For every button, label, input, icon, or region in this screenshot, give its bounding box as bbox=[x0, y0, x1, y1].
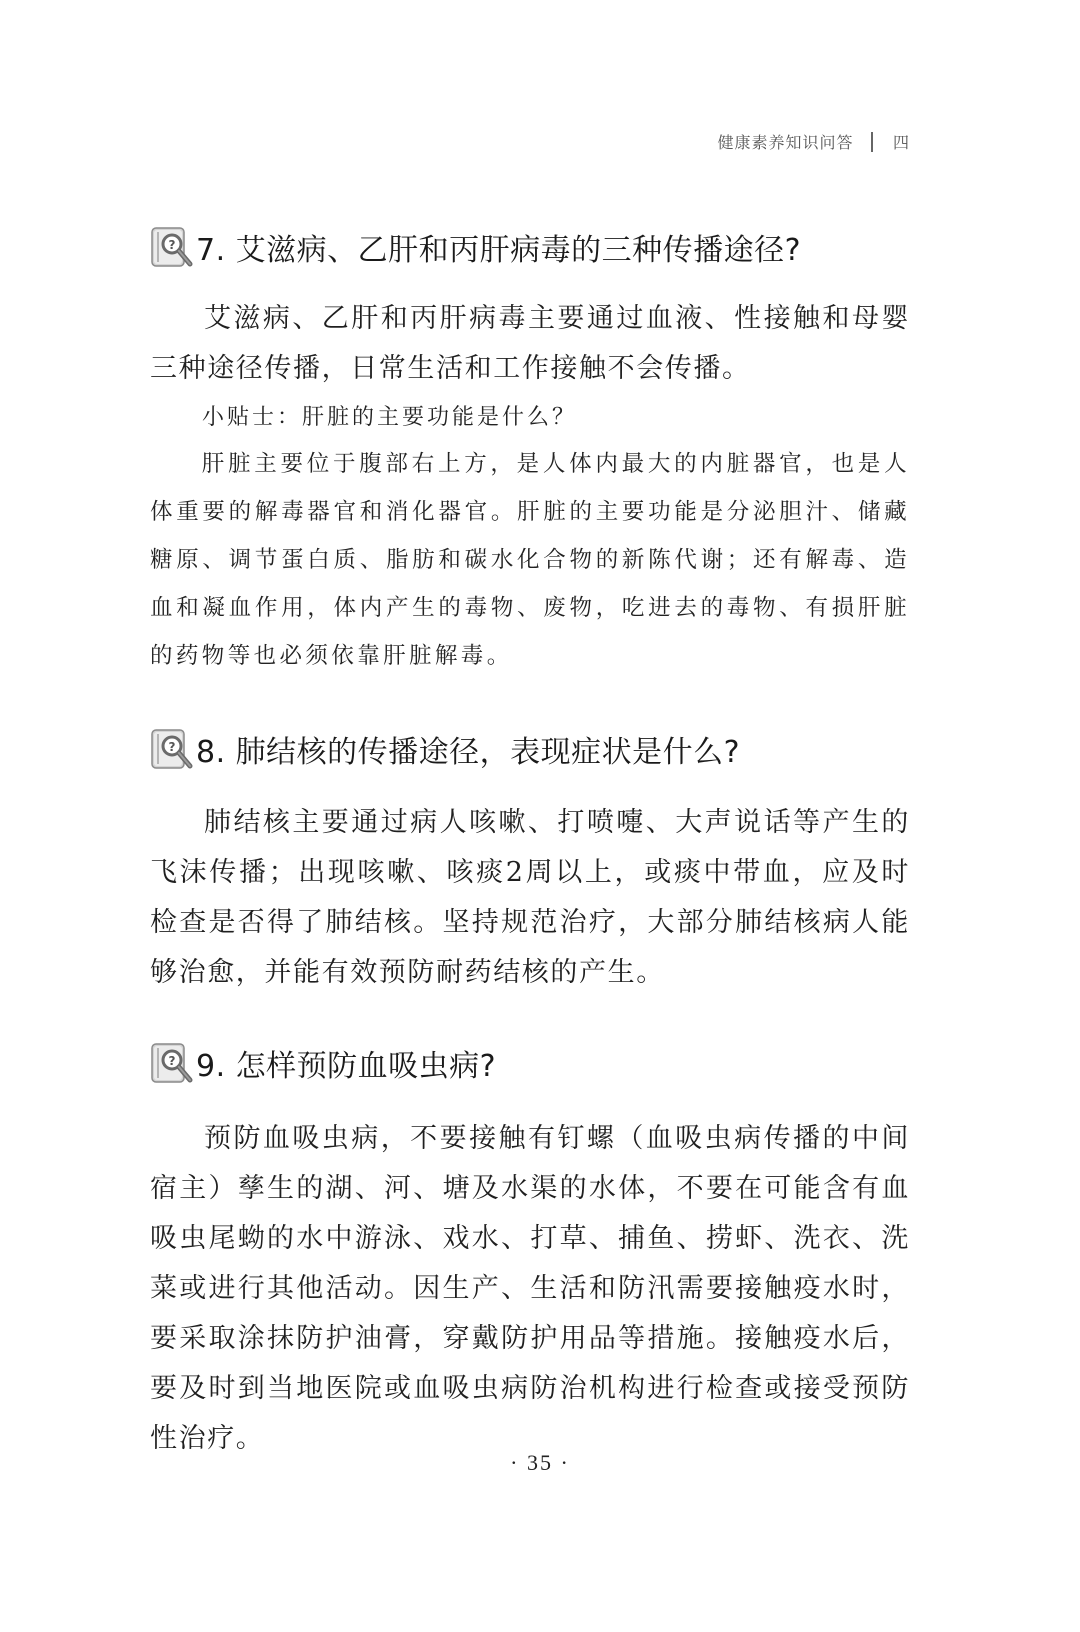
question-heading-9 bbox=[150, 1036, 496, 1090]
question-title: 7. 艾滋病、乙肝和丙肝病毒的三种传播途径? bbox=[196, 233, 802, 268]
question-heading-7 bbox=[150, 220, 801, 274]
svg-text:?: ? bbox=[168, 238, 176, 252]
question-title: 8. 肺结核的传播途径，表现症状是什么? bbox=[196, 735, 741, 770]
question-magnifier-icon bbox=[150, 724, 196, 774]
running-header bbox=[717, 130, 910, 153]
page-number: · 35 · bbox=[510, 1450, 570, 1475]
question-heading-8 bbox=[150, 722, 740, 776]
svg-text:?: ? bbox=[168, 740, 176, 754]
answer-paragraph: 肺结核主要通过病人咳嗽、打喷嚏、大声说话等产生的飞沫传播；出现咳嗽、咳痰2周以上，或痰中带血，应及时检查是否得了肺结核。坚持规范治疗，大部分肺结核病人能够治愈，并能有效预防耐药结核的产生。 bbox=[150, 807, 910, 988]
section-number: 四 bbox=[892, 133, 910, 152]
tip-body: 肝脏主要位于腹部右上方，是人体内最大的内脏器官，也是人体重要的解毒器官和消化器官。肝脏的主要功能是分泌胆汁、储藏糖原、调节蛋白质、脂肪和碳水化合物的新陈代谢；还有解毒、造血和凝血作用，体内产生的毒物、废物，吃进去的毒物、有损肝脏的药物等也必须依靠肝脏解毒。 bbox=[150, 451, 910, 669]
book-title: 健康素养知识问答 bbox=[717, 133, 854, 152]
answer-paragraph: 预防血吸虫病，不要接触有钉螺（血吸虫病传播的中间宿主）孳生的湖、河、塘及水渠的水体，不要在可能含有血吸虫尾蚴的水中游泳、戏水、打草、捕鱼、捞虾、洗衣、洗菜或进行其他活动。因生产、生活和防汛需要接触疫水时，要采取涂抹防护油膏，穿戴防护用品等措施。接触疫水后，要及时到当地医院或血吸虫病防治机构进行检查或接受预防性治疗。 bbox=[150, 1123, 910, 1454]
question-magnifier-icon bbox=[150, 1038, 196, 1088]
question-magnifier-icon bbox=[150, 222, 196, 272]
question-title: 9. 怎样预防血吸虫病? bbox=[196, 1049, 497, 1084]
svg-text:?: ? bbox=[168, 1054, 176, 1068]
header-divider bbox=[871, 132, 873, 152]
answer-paragraph: 艾滋病、乙肝和丙肝病毒主要通过血液、性接触和母婴三种途径传播，日常生活和工作接触不会传播。 bbox=[150, 303, 910, 384]
tip-title: 小贴士：肝脏的主要功能是什么？ bbox=[202, 405, 578, 430]
